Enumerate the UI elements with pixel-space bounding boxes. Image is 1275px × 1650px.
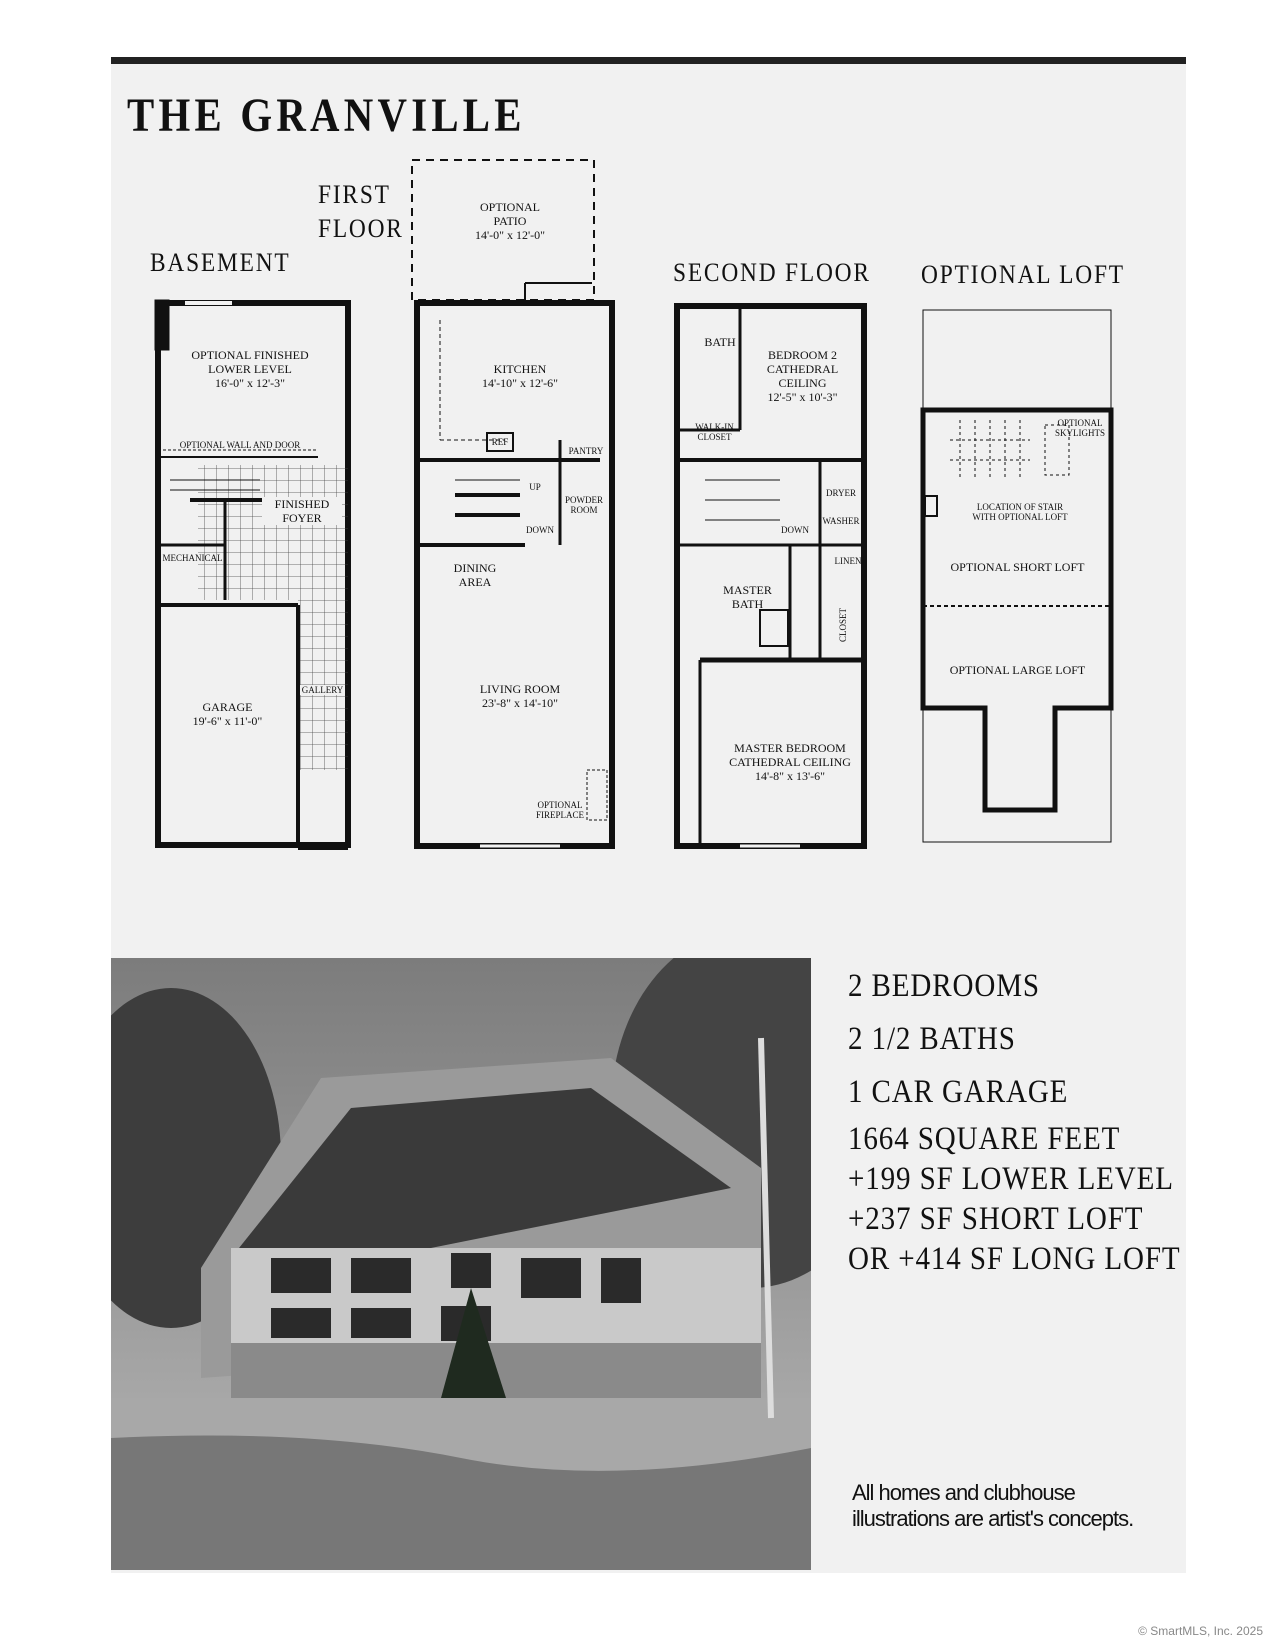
second-floor-label: SECOND FLOOR bbox=[673, 258, 871, 287]
label-opt-fireplace: OPTIONAL FIREPLACE bbox=[535, 800, 584, 820]
room-dining: DINING AREA bbox=[453, 561, 497, 589]
room-master-bath: MASTER BATH bbox=[723, 583, 772, 611]
room-walkin: WALK-IN CLOSET bbox=[695, 422, 734, 442]
label-loc-stair: LOCATION OF STAIR WITH OPTIONAL LOFT bbox=[972, 502, 1068, 522]
room-closet: CLOSET bbox=[838, 607, 848, 642]
room-linen: LINEN bbox=[834, 556, 862, 566]
room-dryer: DRYER bbox=[825, 488, 856, 498]
basement-label: BASEMENT bbox=[150, 248, 291, 277]
label-up: UP bbox=[529, 482, 541, 492]
label-down: DOWN bbox=[526, 525, 554, 535]
fact-bedrooms: 2 BEDROOMS bbox=[848, 968, 1040, 1004]
room-short-loft: OPTIONAL SHORT LOFT bbox=[950, 560, 1085, 574]
optional-loft-label: OPTIONAL LOFT bbox=[921, 260, 1125, 289]
first-floor-label: FIRST bbox=[318, 180, 391, 209]
room-living: LIVING ROOM 23'-8" x 14'-10" bbox=[479, 682, 561, 710]
room-bath: BATH bbox=[704, 335, 736, 349]
fact-lower-level: +199 SF LOWER LEVEL bbox=[848, 1161, 1174, 1197]
page-title: THE GRANVILLE bbox=[127, 89, 526, 142]
fact-short-loft: +237 SF SHORT LOFT bbox=[848, 1201, 1144, 1237]
room-powder: POWDER ROOM bbox=[565, 495, 603, 515]
fact-garage: 1 CAR GARAGE bbox=[848, 1074, 1069, 1110]
room-finished-foyer: FINISHED FOYER bbox=[262, 497, 342, 525]
house-illustration bbox=[111, 958, 811, 1570]
fact-sqft: 1664 SQUARE FEET bbox=[848, 1121, 1121, 1157]
room-opt-finished: OPTIONAL FINISHED LOWER LEVEL 16'-0" x 12'-3" bbox=[191, 348, 309, 390]
room-large-loft: OPTIONAL LARGE LOFT bbox=[949, 663, 1086, 677]
label-down-2: DOWN bbox=[781, 525, 809, 535]
home-facts bbox=[848, 960, 1180, 1279]
disclaimer: All homes and clubhouse illustrations are artist's concepts. bbox=[852, 1480, 1134, 1531]
room-garage: GARAGE 19'-6" x 11'-0" bbox=[192, 700, 263, 728]
fact-baths: 2 1/2 BATHS bbox=[848, 1021, 1016, 1057]
fact-long-loft: OR +414 SF LONG LOFT bbox=[848, 1241, 1181, 1277]
room-kitchen: KITCHEN 14'-10" x 12'-6" bbox=[481, 362, 559, 390]
copyright: © SmartMLS, Inc. 2025 bbox=[1138, 1624, 1263, 1638]
room-mechanical: MECHANICAL bbox=[162, 553, 223, 563]
room-washer: WASHER bbox=[822, 516, 860, 526]
room-ref: REF bbox=[491, 437, 509, 447]
first-floor-label-2: FLOOR bbox=[318, 214, 404, 243]
loft-plan bbox=[923, 310, 1111, 842]
room-pantry: PANTRY bbox=[568, 446, 604, 456]
label-opt-skylights: OPTIONAL SKYLIGHTS bbox=[1054, 418, 1105, 438]
room-opt-patio: OPTIONAL PATIO 14'-0" x 12'-0" bbox=[474, 200, 546, 242]
room-gallery: GALLERY bbox=[301, 685, 344, 695]
room-opt-wall: OPTIONAL WALL AND DOOR bbox=[179, 440, 301, 450]
room-bedroom-2: BEDROOM 2 CATHEDRAL CEILING 12'-5" x 10'-3" bbox=[766, 348, 839, 404]
room-master-bed: MASTER BEDROOM CATHEDRAL CEILING 14'-8" x 13'-6" bbox=[729, 741, 851, 783]
